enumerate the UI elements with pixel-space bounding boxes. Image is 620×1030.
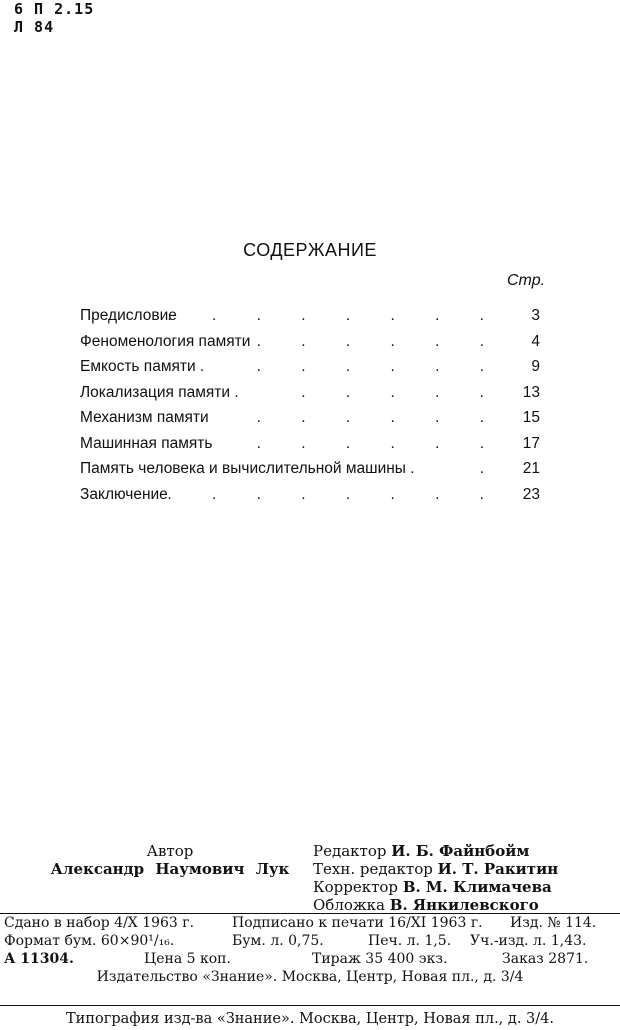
toc-entry — [80, 433, 540, 459]
classification-code — [14, 0, 94, 36]
imprint-typeset-date: Сдано в набор 4/X 1963 г. — [4, 915, 195, 931]
toc-entry-page: 4 — [531, 332, 540, 350]
toc-entry-label: Локализация памяти . — [80, 383, 239, 401]
editor-role: Техн. редактор — [313, 860, 433, 878]
imprint-publisher-sheets: Уч.-изд. л. 1,43. — [470, 933, 587, 949]
imprint-row — [0, 932, 620, 950]
imprint-publisher: Издательство «Знание». Москва, Центр, Новая пл., д. 3/4 — [96, 969, 524, 985]
toc-entry-label: Предисловие — [80, 307, 177, 324]
imprint-row — [0, 950, 620, 968]
toc-entry-page: 3 — [531, 307, 540, 324]
toc-entry — [80, 305, 540, 331]
toc-entry-label: Емкость памяти . — [80, 358, 205, 375]
toc-leader-dots: . — [479, 460, 502, 477]
toc-entry — [80, 407, 540, 433]
imprint-print-run: Тираж 35 400 экз. — [312, 951, 448, 967]
author-role: Автор — [146, 842, 194, 860]
imprint-print-sheets: Печ. л. 1,5. — [368, 933, 452, 949]
toc-entry — [80, 331, 540, 357]
editor-role: Редактор — [313, 842, 387, 860]
toc-entry-label: Память человека и вычислительной машины . — [80, 460, 415, 477]
toc-leader-dots: . . . . . . — [256, 332, 502, 350]
author-name: Александр Наумович Лук — [50, 860, 290, 878]
imprint-row — [0, 914, 620, 932]
udc-code: 6 П 2.15 — [14, 0, 95, 18]
printer-line: Типография изд-ва «Знание». Москва, Центр, Новая пл., д. 3/4. — [0, 1005, 620, 1030]
editor-name: В. М. Климачева — [402, 878, 552, 896]
page-column-header: Стр. — [507, 272, 546, 289]
editorial-credits — [313, 842, 558, 914]
editor-name: И. Б. Файнбойм — [391, 842, 530, 860]
toc-entry-label: Машинная память — [80, 434, 213, 452]
toc-leader-dots: . . . . . — [301, 383, 502, 401]
toc-entry — [80, 356, 540, 382]
imprint-price: Цена 5 коп. — [144, 951, 231, 967]
toc-entry-page: 21 — [522, 460, 540, 477]
imprint-paper-format: Формат бум. 60×90¹/₁₆. — [4, 933, 175, 949]
imprint-license: А 11304. — [4, 951, 74, 967]
imprint-block — [0, 913, 620, 986]
author-mark: Л 84 — [14, 18, 55, 36]
imprint-paper-sheets: Бум. л. 0,75. — [232, 933, 324, 949]
imprint-order-number: Заказ 2871. — [502, 951, 589, 967]
toc-entry-page: 17 — [522, 434, 540, 452]
toc-entry-label: Феноменология памяти — [80, 332, 251, 350]
cover-credit — [313, 896, 558, 914]
toc-title: СОДЕРЖАНИЕ — [243, 240, 377, 260]
editor-credit — [313, 842, 558, 860]
toc-leader-dots: . . . . . . . . — [167, 307, 502, 324]
editor-role: Обложка — [313, 896, 386, 914]
toc-leader-dots: . . . . . . — [256, 434, 502, 452]
corrector-credit — [313, 878, 558, 896]
editor-role: Корректор — [313, 878, 399, 896]
toc-leader-dots: . . . . . . — [256, 409, 502, 426]
imprint-row — [0, 968, 620, 986]
editor-name: И. Т. Ракитин — [437, 860, 559, 878]
toc-leader-dots: . . . . . . . . — [167, 485, 502, 503]
toc-entry-label: Механизм памяти — [80, 409, 209, 426]
toc-entry-page: 13 — [522, 383, 540, 401]
toc-entry-page: 9 — [531, 358, 540, 375]
table-of-contents — [80, 305, 540, 509]
toc-entry-page: 15 — [522, 409, 540, 426]
toc-entry-page: 23 — [522, 485, 540, 503]
toc-entry — [80, 484, 540, 510]
toc-entry — [80, 458, 540, 484]
imprint-edition-number: Изд. № 114. — [510, 915, 597, 931]
tech-editor-credit — [313, 860, 558, 878]
toc-entry-label: Заключение — [80, 485, 168, 503]
toc-leader-dots: . . . . . . — [256, 358, 502, 375]
toc-entry — [80, 382, 540, 408]
author-credit — [50, 842, 290, 878]
imprint-signed-date: Подписано к печати 16/XI 1963 г. — [232, 915, 483, 931]
editor-name: В. Янкилевского — [389, 896, 539, 914]
